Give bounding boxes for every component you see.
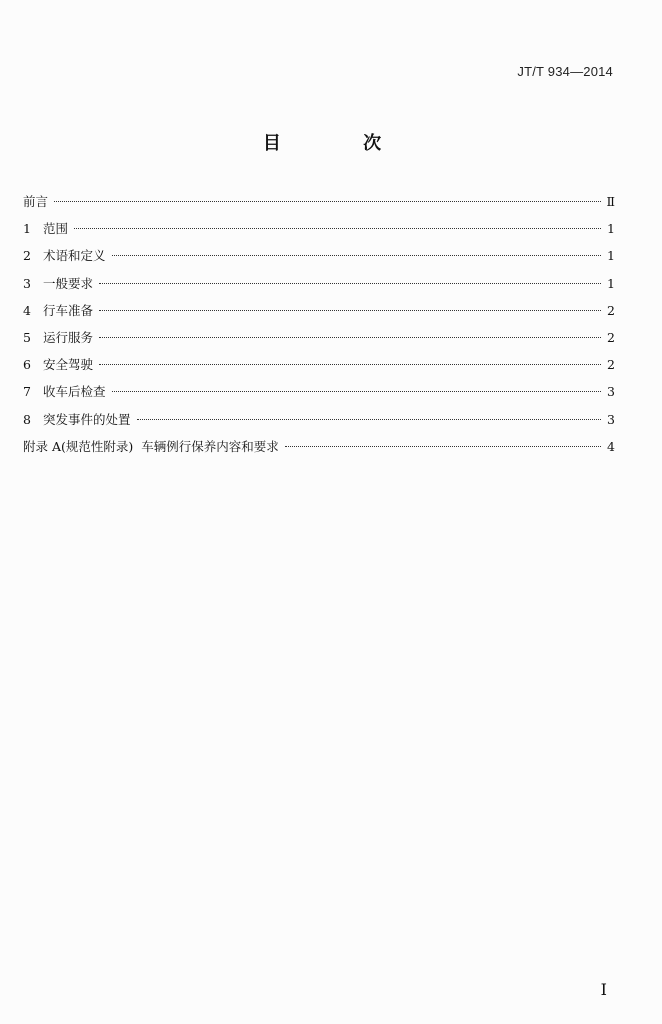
toc-title: 目 次 <box>262 133 420 154</box>
toc-leader-dots <box>112 391 601 392</box>
toc-leader-dots <box>99 337 601 338</box>
toc-entry-label: 附录 A(规范性附录) 车辆例行保养内容和要求 <box>23 438 279 454</box>
toc-leader-dots <box>99 283 601 284</box>
toc-entry-number: 6 <box>23 357 31 373</box>
toc-entry-label: 一般要求 <box>43 275 94 291</box>
toc-entry-annex-a[interactable] <box>23 433 615 460</box>
toc-entry-number: 1 <box>23 221 31 237</box>
toc-entry-label: 范围 <box>43 221 69 237</box>
toc-leader-dots <box>54 201 600 202</box>
toc-entry-page: 4 <box>607 438 615 454</box>
page-folio: I <box>600 980 607 999</box>
toc-entry-page: Ⅱ <box>606 194 615 209</box>
toc-entry-1[interactable] <box>23 215 615 242</box>
toc-entry-number: 7 <box>23 384 31 400</box>
toc-leader-dots <box>137 419 601 420</box>
toc-entry-label: 突发事件的处置 <box>43 411 131 427</box>
toc-entry-2[interactable] <box>23 242 615 269</box>
toc-entry-page: 2 <box>607 302 615 318</box>
toc-entry-6[interactable] <box>23 351 615 378</box>
toc-entry-label: 术语和定义 <box>43 248 106 264</box>
toc-leader-dots <box>99 310 601 311</box>
toc-entry-page: 1 <box>607 221 615 237</box>
toc-leader-dots <box>74 228 601 229</box>
toc-entry-8[interactable] <box>23 406 615 433</box>
toc-entry-label: 收车后检查 <box>43 384 106 400</box>
toc-entry-label: 前言 <box>23 194 49 209</box>
toc-entry-page: 2 <box>607 329 615 345</box>
toc-entry-label: 安全驾驶 <box>43 357 94 373</box>
toc-entry-number: 4 <box>23 302 31 318</box>
toc-entry-number: 3 <box>23 275 31 291</box>
toc-leader-dots <box>285 446 601 447</box>
toc-leader-dots <box>99 364 601 365</box>
toc-entry-page: 1 <box>607 275 615 291</box>
toc-entry-page: 3 <box>607 411 615 427</box>
toc-entry-preface[interactable] <box>23 188 615 215</box>
toc-entry-page: 2 <box>607 357 615 373</box>
toc-entry-5[interactable] <box>23 324 615 351</box>
toc-entry-7[interactable] <box>23 378 615 405</box>
toc-entry-page: 3 <box>607 384 615 400</box>
toc-entry-label: 运行服务 <box>43 329 94 345</box>
toc-entry-page: 1 <box>607 248 615 264</box>
toc-entry-number: 8 <box>23 411 31 427</box>
standard-code: JT/T 934—2014 <box>517 64 613 79</box>
table-of-contents <box>23 188 615 460</box>
toc-entry-number: 2 <box>23 248 31 264</box>
toc-entry-number: 5 <box>23 329 31 345</box>
toc-entry-3[interactable] <box>23 270 615 297</box>
toc-entry-label: 行车准备 <box>43 302 94 318</box>
toc-leader-dots <box>112 255 601 256</box>
toc-entry-4[interactable] <box>23 297 615 324</box>
